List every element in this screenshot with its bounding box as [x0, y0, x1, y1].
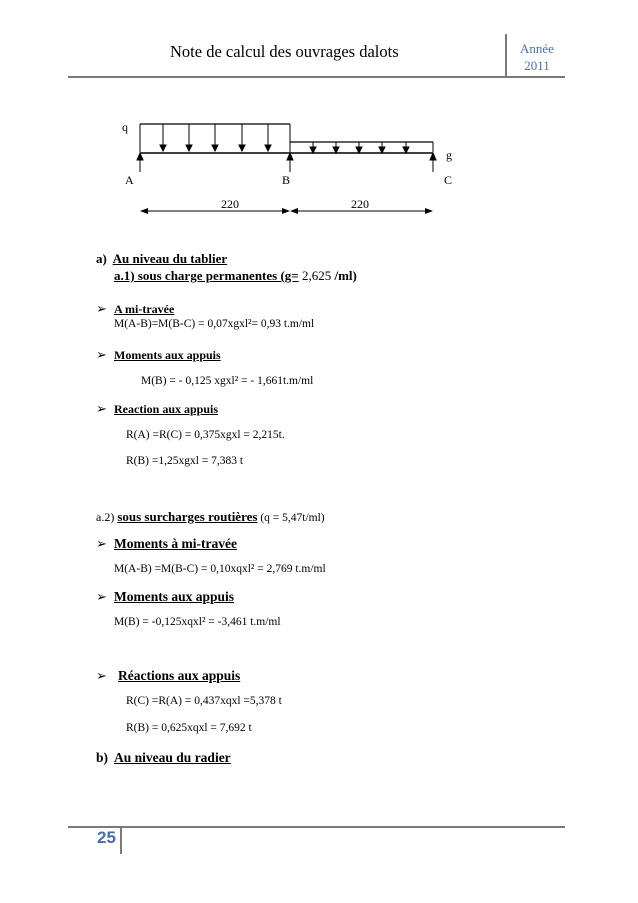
mi-travee-equation: M(A-B)=M(B-C) = 0,07xgxl²= 0,93 t.m/ml: [114, 318, 315, 330]
load-arrowhead: [379, 147, 385, 153]
support-b-label: B: [282, 173, 291, 187]
support-c-arrowhead: [430, 153, 436, 160]
support-c-label: C: [444, 173, 453, 187]
support-a-arrowhead: [137, 153, 143, 160]
load-g-group: [290, 142, 433, 153]
section-a1-heading: [114, 268, 357, 284]
section-a-title: Au niveau du tablier: [112, 251, 228, 266]
load-arrowhead: [333, 147, 339, 153]
section-a2-value: (q = 5,47t/ml): [257, 512, 325, 524]
year-value: 2011: [524, 58, 550, 73]
mi-travee-title: A mi-travée: [114, 302, 175, 316]
dim-arrowhead: [282, 208, 290, 214]
bullet-arrow: ➢: [96, 536, 107, 551]
span-1-label: 220: [221, 197, 239, 211]
load-arrowhead: [186, 145, 192, 151]
load-arrowhead: [239, 145, 245, 151]
reactions2-equation-1: R(C) =R(A) = 0,437xqxl =5,378 t: [126, 695, 282, 707]
bullet-arrow: ➢: [96, 668, 107, 683]
section-a2-heading: [96, 509, 325, 525]
section-b-title: Au niveau du radier: [114, 750, 231, 765]
footer-rule: [68, 826, 565, 828]
footer-divider: [120, 828, 122, 854]
load-g-label: g: [446, 148, 452, 162]
support-a-label: A: [125, 173, 134, 187]
dim-arrowhead: [290, 208, 298, 214]
section-a1-unit: /ml): [334, 268, 357, 283]
reaction-equation-2: R(B) =1,25xgxl = 7,383 t: [126, 455, 244, 467]
mi-travee2-equation: M(A-B) =M(B-C) = 0,10xqxl² = 2,769 t.m/ml: [114, 563, 326, 575]
appuis2-equation: M(B) = -0,125xqxl² = -3,461 t.m/ml: [114, 616, 281, 628]
load-arrowhead: [356, 147, 362, 153]
load-q-label: q: [122, 120, 128, 134]
bullet-arrow: ➢: [96, 401, 107, 416]
reactions2-title: Réactions aux appuis: [118, 668, 241, 683]
section-a-prefix: a): [96, 251, 107, 266]
section-b-prefix: b): [96, 750, 109, 765]
load-arrowhead: [265, 145, 271, 151]
reactions2-equation-2: R(B) = 0,625xqxl = 7,692 t: [126, 722, 252, 734]
support-b-arrowhead: [287, 153, 293, 160]
appuis-title: Moments aux appuis: [114, 348, 221, 362]
bullet-arrow: ➢: [96, 589, 107, 604]
section-a2-title: sous surcharges routières: [117, 509, 258, 524]
load-arrowhead: [403, 147, 409, 153]
beam-diagram: [0, 0, 638, 240]
load-q-group: [140, 124, 290, 152]
dim-arrowhead: [425, 208, 433, 214]
section-a1-title: a.1) sous charge permanentes (g=: [114, 268, 299, 283]
mi-travee2-title: Moments à mi-travée: [114, 536, 237, 551]
appuis-equation: M(B) = - 0,125 xgxl² = - 1,661t.m/ml: [141, 375, 314, 387]
section-b-heading: [96, 750, 231, 766]
section-a-heading: [96, 251, 227, 267]
bullet-arrow: ➢: [96, 301, 107, 316]
page-number: 25: [97, 828, 116, 847]
dim-arrowhead: [140, 208, 148, 214]
bullet-arrow: ➢: [96, 347, 107, 362]
year-label: Année: [520, 41, 554, 56]
reaction-title: Reaction aux appuis: [114, 402, 219, 416]
section-a1-value: 2,625: [298, 268, 335, 283]
load-arrowhead: [160, 145, 166, 151]
reaction-equation-1: R(A) =R(C) = 0,375xgxl = 2,215t.: [126, 429, 285, 441]
appuis2-title: Moments aux appuis: [114, 589, 235, 604]
section-a2-prefix: a.2): [96, 510, 118, 524]
span-2-label: 220: [351, 197, 369, 211]
load-arrowhead: [212, 145, 218, 151]
document-title: Note de calcul des ouvrages dalots: [170, 42, 399, 61]
load-arrowhead: [310, 147, 316, 153]
